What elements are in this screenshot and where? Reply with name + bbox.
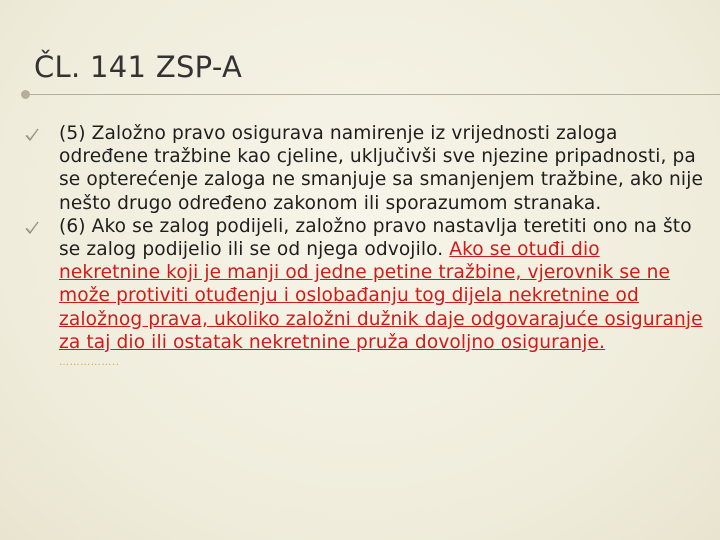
bullet-text: (5) Založno pravo osigurava namirenje iz vrijednosti zaloga određene tražbine kao cjeline, uključivši sve njezine pripadnosti, pa se opterećenje zaloga ne smanjuje sa smanjenjem tražbine, ako nije nešto drugo određeno zakonom ili sporazumom stranaka. — [59, 123, 703, 214]
bullet-item-6 — [24, 215, 704, 372]
bullet-item-5 — [24, 122, 704, 215]
bullet-text: (6) Ako se zalog podijeli, založno pravo nastavlja teretiti ono na što se zalog podijelio ili se od njega odvojilo. — [59, 215, 692, 261]
highlighted-text: Ako se otuđi dio nekretnine koji je manji od jedne petine tražbine, vjerovnik se ne može protiviti otuđenju i oslobađanju tog dijela nekretnine od založnog prava, ukoliko založni dužnik daje odgovarajuće osiguranje za taj dio ili ostatak nekretnine pruža dovoljno osiguranje. — [59, 239, 703, 353]
title-rule — [26, 94, 720, 95]
bullet-list — [24, 122, 704, 372]
slide-title: ČL. 141 ZSP-A — [34, 50, 243, 84]
checkmark-bullet-icon — [24, 127, 40, 143]
checkmark-bullet-icon — [24, 220, 40, 236]
trailing-dots: …………….. — [59, 357, 120, 369]
